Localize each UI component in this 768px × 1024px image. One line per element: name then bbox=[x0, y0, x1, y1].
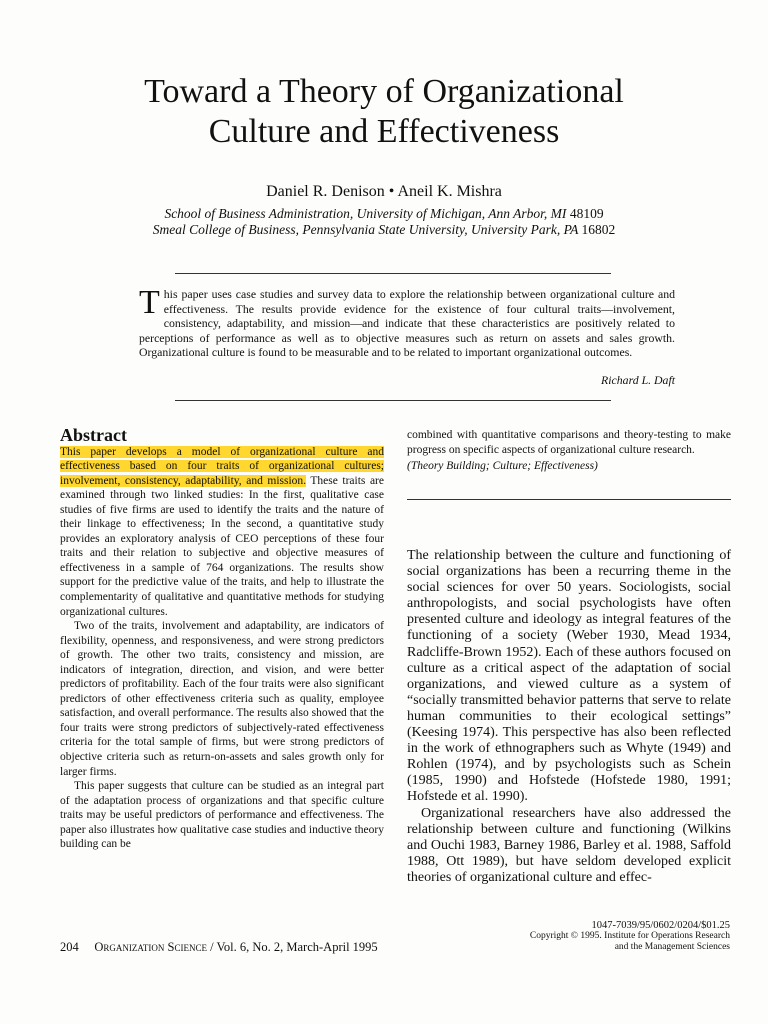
left-column bbox=[60, 425, 384, 852]
paper-title bbox=[0, 72, 768, 152]
highlighted-sentence[interactable]: This paper develops a model of organizational culture and effectiveness based on four traits of organizational cultures; involvement, consistency, adaptability, and mission. bbox=[60, 445, 384, 487]
body-paragraph-2: Organizational researchers have also addressed the relationship between culture and functioning (Wilkins and Ouchi 1983, Barney 1986, Barley et al. 1988, Saffold 1988, Ott 1989), but have seldom developed explicit theories of organizational culture and effec- bbox=[407, 805, 731, 885]
body-paragraph-1: The relationship between the culture and functioning of social organizations has been a recurring theme in the social sciences for over 50 years. Sociologists, social anthropologists, and social psychologists have often presented culture and ideology as integral features of the functioning of a society (Weber 1930, Mead 1934, Radcliffe-Brown 1952). Each of these authors focused on culture as a critical aspect of the adaptation of social organizations, and viewed culture as a system of “socially transmitted behavior patterns that serve to relate human communities to their ecological settings” (Keesing 1974). This perspective has also been reflected in the work of ethnographers such as Whyte (1949) and Rohlen (1974), and by psychologists such as Schein (1985, 1990) and Hofstede (Hofstede 1980, 1991; Hofstede et al. 1990). bbox=[407, 548, 731, 805]
abstract-paragraph-1 bbox=[60, 445, 384, 620]
top-divider bbox=[175, 273, 611, 274]
abstract-heading: Abstract bbox=[60, 425, 127, 445]
abstract-p1-rest: These traits are examined through two linked studies: In the first, qualitative case studies of five firms are used to identify the traits and the nature of their linkage to effectiveness; In the second, a quantitative study provides an exploratory analysis of CEO perceptions of these four traits and their relation to subjective and objective measures of effectiveness in a sample of 764 organizations. The results show support for the predictive value of the traits, and help to illustrate the complementarity of qualitative and quantitative methods for studying organizational cultures. bbox=[60, 474, 384, 618]
editor-note bbox=[139, 284, 675, 360]
abstract-paragraph-3: This paper suggests that culture can be studied as an integral part of the adaptation process of organizations and that specific culture traits may be useful predictors of performance and effectiveness. The paper also illustrates how qualitative case studies and inductive theory building can be bbox=[60, 780, 384, 851]
copyright-line-2: and the Management Sciences bbox=[614, 942, 730, 952]
copyright-block bbox=[480, 920, 730, 953]
affiliation-2 bbox=[0, 222, 768, 238]
right-column bbox=[407, 428, 731, 474]
journal-name: Organization Science bbox=[94, 940, 207, 954]
abstract-continued: combined with quantitative comparisons and theory-testing to make progress on specific aspects of organizational culture research. bbox=[407, 429, 731, 456]
abstract-paragraph-2: Two of the traits, involvement and adaptability, are indicators of flexibility, openness, and responsiveness, and were strong predictors of growth. The other two traits, consistency and mission, are indicators of integration, direction, and vision, and were better predictors of profitability. Each of the four traits were also significant predictors of other effectiveness criteria such as quality, employee satisfaction, and overall performance. The results also showed that the four traits were strong predictors of subjectively-rated effectiveness criteria for the total sample of firms, but were strong predictors of objective criteria such as return-on-assets and sales growth only for larger firms. bbox=[60, 620, 384, 778]
title-line-2: Culture and Effectiveness bbox=[208, 113, 560, 150]
editor-note-text: his paper uses case studies and survey data to explore the relationship between organizational culture and effectiveness. The results provide evidence for the existence of four cultural traits—involvement, consistency, adaptability, and mission—and indicate that these characteristics are positively related to perceptions of performance as well as to objective measures such as return on assets and sales growth. Organizational culture is found to be measurable and to be related to important organizational outcomes. bbox=[139, 287, 675, 360]
page-number: 204 bbox=[60, 940, 79, 954]
affiliation-2-zip: 16802 bbox=[581, 222, 616, 237]
body-text bbox=[407, 548, 731, 886]
title-line-1: Toward a Theory of Organizational bbox=[144, 73, 624, 110]
issue-info: / Vol. 6, No. 2, March-April 1995 bbox=[210, 940, 378, 954]
affiliation-1-zip: 48109 bbox=[569, 206, 604, 221]
bottom-divider bbox=[175, 400, 611, 401]
abstract-end-rule bbox=[407, 499, 731, 500]
affiliation-2-text: Smeal College of Business, Pennsylvania State University, University Park, PA bbox=[152, 222, 579, 237]
affiliation-1-text: School of Business Administration, University of Michigan, Ann Arbor, MI bbox=[164, 206, 567, 221]
affiliation-1 bbox=[0, 206, 768, 222]
footer-citation bbox=[60, 940, 378, 955]
drop-cap: T bbox=[139, 284, 160, 321]
authors: Daniel R. Denison • Aneil K. Mishra bbox=[266, 183, 502, 200]
copyright-line-1: Copyright © 1995. Institute for Operations Research bbox=[529, 931, 730, 941]
keywords: (Theory Building; Culture; Effectiveness) bbox=[407, 460, 598, 473]
article-code: 1047-7039/95/0602/0204/$01.25 bbox=[591, 920, 730, 931]
editor-signature: Richard L. Daft bbox=[601, 373, 675, 387]
